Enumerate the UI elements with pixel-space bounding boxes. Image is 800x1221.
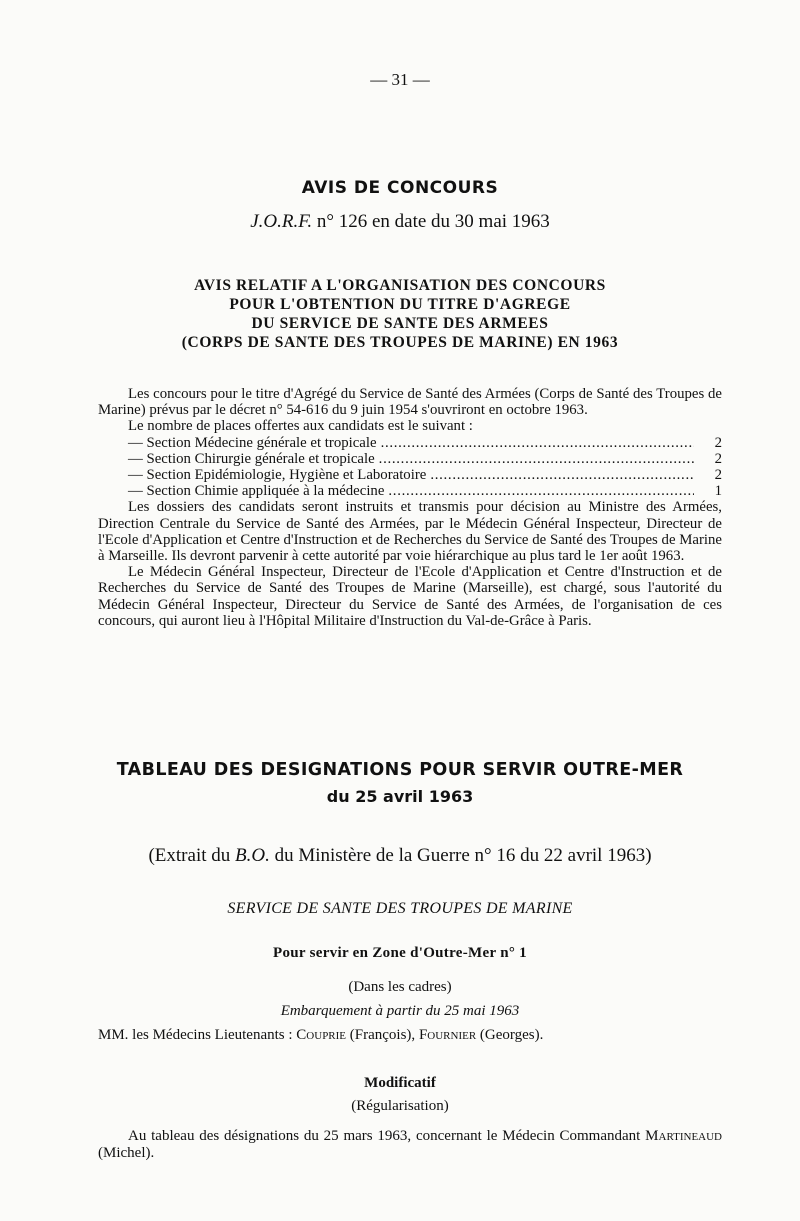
au-tableau-paragraph (98, 1128, 722, 1162)
section-row (98, 451, 722, 467)
avis-body (98, 386, 722, 629)
section-row (98, 435, 722, 451)
dot-leader (388, 483, 694, 499)
service-heading: SERVICE DE SANTE DES TROUPES DE MARINE (227, 900, 573, 917)
avis-paragraph: Le nombre de places offertes aux candidats est le suivant : (128, 418, 473, 435)
avis-paragraph: Le Médecin Général Inspecteur, Directeur de l'Ecole d'Application et Centre d'Instruction et de Recherches du Service de Santé des Troupes de Marine (Marseille), est chargé, sous l'autorité du Médecin Général Inspecteur, Directeur du Service de Santé des Armées, de l'organisation de ces concours, qui auront lieu à l'Hôpital Militaire d'Instruction du Val-de-Grâce à Paris. (98, 564, 722, 629)
extrait-open: (Extrait du (148, 845, 235, 866)
avis-paragraph: Les dossiers des candidats seront instruits et transmis pour décision au Ministre des Armées, Direction Centrale du Service de Santé des Armées, par le Médecin Général Inspecteur, Directeur de l'Ecole d'Application et Centre d'Instruction et de Recherches du Service de Santé des Troupes de Marine à Marseille. Ils devront parvenir à cette autorité par voie hiérarchique au plus tard le 1er août 1963. (98, 499, 722, 565)
dot-leader (381, 435, 694, 451)
medecins-line (98, 1027, 543, 1044)
jorf-reference (0, 211, 800, 233)
surname: Couprie (296, 1027, 347, 1043)
section-count: 2 (714, 467, 722, 484)
firstname: (François), (346, 1027, 419, 1043)
jorf-details: n° 126 en date du 30 mai 1963 (312, 211, 550, 232)
section-label: — Section Médecine générale et tropicale (128, 434, 377, 451)
surname: Fournier (418, 1027, 477, 1043)
section-label: — Section Chirurgie générale et tropicale (128, 450, 375, 467)
avis-paragraph: Les concours pour le titre d'Agrégé du Service de Santé des Armées (Corps de Santé des Troupes de Marine) prévus par le décret n° 54-616 du 9 juin 1954 s'ouvriront en octobre 1963. (98, 386, 722, 419)
tableau-date: du 25 avril 1963 (326, 787, 474, 806)
section-count: 2 (714, 434, 722, 451)
dot-leader (379, 451, 694, 467)
dot-leader (430, 467, 694, 483)
extrait-bo: B.O. (235, 845, 270, 866)
avis-title: AVIS DE CONCOURS (301, 178, 499, 198)
section-row (98, 483, 722, 499)
embarquement-line: Embarquement à partir du 25 mai 1963 (280, 1003, 520, 1019)
extrait-line (0, 845, 800, 867)
avis-heading-line: (CORPS DE SANTE DES TROUPES DE MARINE) EN 1963 (181, 334, 619, 351)
medecins-prefix: MM. les Médecins Lieutenants : (98, 1027, 297, 1043)
section-row (98, 467, 722, 483)
extrait-rest: du Ministère de la Guerre n° 16 du 22 avril 1963) (269, 845, 652, 866)
au-tableau-lead: Au tableau des désignations du 25 mars 1963, concernant le Médecin Commandant (128, 1128, 646, 1144)
section-label: — Section Chimie appliquée à la médecine (128, 483, 385, 500)
regularisation-note: (Régularisation) (351, 1098, 449, 1114)
modificatif-heading: Modificatif (364, 1075, 436, 1091)
section-count: 2 (714, 450, 722, 467)
cadres-note: (Dans les cadres) (348, 979, 452, 995)
surname: Martineaud (645, 1128, 722, 1144)
tableau-title: TABLEAU DES DESIGNATIONS POUR SERVIR OUTRE-MER (116, 760, 684, 780)
page-number: — 31 — (370, 70, 430, 89)
avis-heading-line: AVIS RELATIF A L'ORGANISATION DES CONCOURS (194, 277, 606, 294)
section-count: 1 (714, 483, 722, 500)
avis-heading-line: POUR L'OBTENTION DU TITRE D'AGREGE (229, 296, 571, 313)
au-tableau-text (98, 1128, 722, 1162)
firstname: (Georges). (476, 1027, 544, 1043)
section-label: — Section Epidémiologie, Hygiène et Laboratoire (128, 467, 427, 484)
jorf-abbrev: J.O.R.F. (250, 211, 313, 232)
avis-heading (100, 276, 700, 352)
firstname: (Michel). (98, 1145, 155, 1161)
zone-heading: Pour servir en Zone d'Outre-Mer n° 1 (272, 945, 527, 961)
avis-heading-line: DU SERVICE DE SANTE DES ARMEES (251, 315, 549, 332)
